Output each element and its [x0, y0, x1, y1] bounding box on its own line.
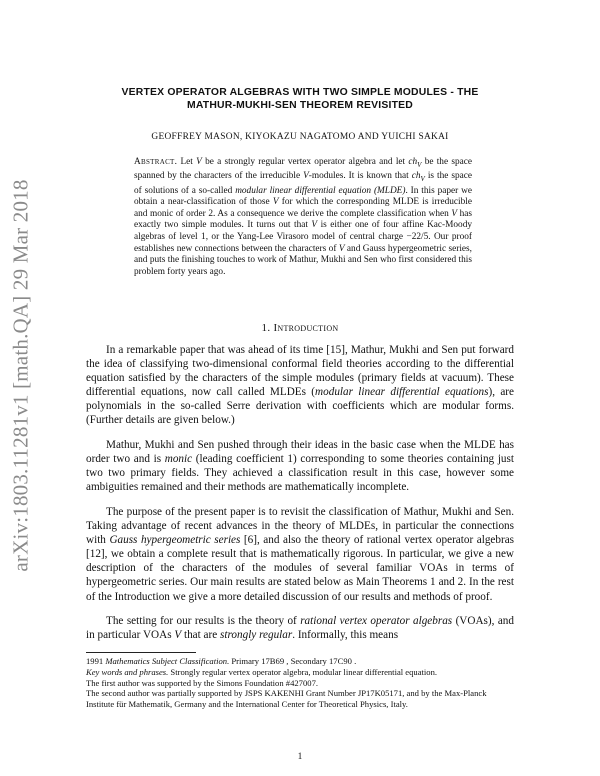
abstract: [134, 157, 472, 278]
section-title: Introduction: [273, 322, 339, 334]
paper-page: [86, 0, 514, 776]
footnote-label: Key words and phrases.: [86, 666, 169, 677]
paragraph-text: . Informally, this means: [292, 629, 399, 642]
paragraph-emphasis: modular linear differential equations: [315, 386, 489, 399]
abstract-text: has exactly two simple modules. It turns out that: [134, 208, 473, 231]
footnote-msc: [86, 656, 514, 667]
paper-title: [86, 86, 514, 112]
math-subscript: V: [420, 175, 425, 184]
math-symbol: V: [174, 629, 182, 642]
footnotes: [86, 656, 514, 710]
footnote-keywords: [86, 667, 514, 678]
section-number: 1.: [261, 322, 271, 334]
footnote-label: Mathematics Subject Classification.: [105, 656, 230, 666]
math-symbol: V: [272, 197, 279, 208]
paragraph-emphasis: monic: [164, 453, 193, 466]
paragraph-4: [86, 614, 514, 642]
paragraph-text: (VOAs), and in particular VOAs: [86, 615, 514, 642]
abstract-text: is either one of four affine Kac-Moody algebras of level 1, or the Yang-Lee Virasoro model of central charge −22/5. Our proof establishes new connections between the characters of: [134, 220, 472, 254]
abstract-label: Abstract.: [134, 157, 178, 167]
arxiv-stamp: [2, 165, 40, 585]
math-symbol: V: [303, 171, 309, 182]
paragraph-emphasis: Gauss hypergeometric series: [109, 534, 241, 547]
title-line-2: MATHUR-MUKHI-SEN THEOREM REVISITED: [187, 100, 413, 111]
math-symbol: ch: [411, 171, 421, 182]
footnote-text: 1991: [86, 656, 106, 666]
title-line-1: VERTEX OPERATOR ALGEBRAS WITH TWO SIMPLE MODULES - THE: [121, 87, 479, 98]
abstract-text: Let: [177, 157, 197, 167]
page-number: 1: [297, 752, 303, 762]
paragraph-text: ), are polynomials in the so-called Serre derivation with coefficients which are modular forms. (Further details are given below.): [86, 386, 514, 427]
abstract-emphasis: modular linear differential equation (MLDE): [235, 185, 406, 196]
paragraph-2: [86, 438, 514, 494]
footnote-text: Primary 17B69 , Secondary 17C90 .: [229, 656, 357, 666]
math-symbol: V: [451, 208, 458, 219]
paragraph-text: In a remarkable paper that was ahead of its time [15], Mathur, Mukhi and Sen put forward the idea of classifying two-dimensional conformal field theories according to the differential equation satisfied by the characters of the simple modules (primary fields at vacuum). These differential equations, now call called MLDEs (: [86, 344, 514, 399]
math-subscript: V: [417, 160, 422, 169]
abstract-text: -modules. It is known that: [308, 171, 412, 182]
body-text: [86, 343, 514, 642]
paragraph-3: [86, 505, 514, 604]
paragraph-text: (leading coefficient 1) corresponding to some theories containing just two two primary fields. They achieved a classification result in this case, however some ambiguities remained and their methods are mathematically incomplete.: [86, 453, 514, 494]
paragraph-text: [6], and also the theory of rational vertex operator algebras [12], we obtain a complete result that is mathematically rigorous. In particular, we give a new description of the characters of the modules of several familiar VOAs in terms of hypergeometric series. Our main results are stated below as Main Theorems 1 and 2. In the rest of the Introduction we give a more detailed discussion of our results and methods of proof.: [86, 534, 515, 603]
abstract-text: be a strongly regular vertex operator algebra and let: [201, 157, 409, 167]
math-symbol: V: [338, 243, 345, 254]
paragraph-text: that are: [181, 629, 221, 642]
abstract-text: and Gauss hypergeometric series, and puts the finishing touches to work of Mathur, Mukhi and Sen who first considered this problem forty years ago.: [134, 243, 472, 277]
abstract-text: be the space spanned by the characters of the irreducible: [134, 157, 472, 182]
paragraph-1: [86, 343, 514, 428]
paragraph-text: Mathur, Mukhi and Sen pushed through their ideas in the basic case when the MLDE has order two and is: [86, 439, 514, 466]
footnote-funding-2: The second author was partially supported by JSPS KAKENHI Grant Number JP17K05171, and by the Max-Planck Institute für Mathematik, Germany and the International Center for Theoretical Physics, Italy.: [86, 688, 487, 710]
author-list: GEOFFREY MASON, KIYOKAZU NAGATOMO AND YUICHI SAKAI: [151, 132, 449, 142]
math-symbol: V: [196, 157, 202, 167]
section-heading: [86, 322, 514, 334]
abstract-text: . In this paper we obtain a near-classification of those: [134, 185, 472, 208]
arxiv-identifier: arXiv:1803.11281v1 [math.QA] 29 Mar 2018: [8, 178, 33, 572]
footnote-divider: [86, 652, 196, 653]
math-symbol: V: [311, 220, 318, 231]
abstract-text: for which the corresponding MLDE is irreducible and monic of order 2. As a consequence we derive the complete classification when: [134, 197, 472, 219]
abstract-text: is the space of solutions of a so-called: [134, 171, 472, 196]
math-symbol: ch: [408, 157, 418, 167]
paragraph-text: The purpose of the present paper is to revisit the classification of Mathur, Mukhi and Sen. Taking advantage of recent advances in the theory of MLDEs, in particular the connections with: [86, 505, 514, 547]
paragraph-text: The setting for our results is the theory of: [106, 615, 301, 628]
footnote-funding-1: The first author was supported by the Simons Foundation #427007.: [86, 677, 319, 688]
paragraph-emphasis: rational vertex operator algebras: [300, 615, 453, 628]
paragraph-emphasis: strongly regular: [220, 629, 293, 642]
footnote-text: Strongly regular vertex operator algebra, modular linear differential equation.: [168, 666, 438, 677]
